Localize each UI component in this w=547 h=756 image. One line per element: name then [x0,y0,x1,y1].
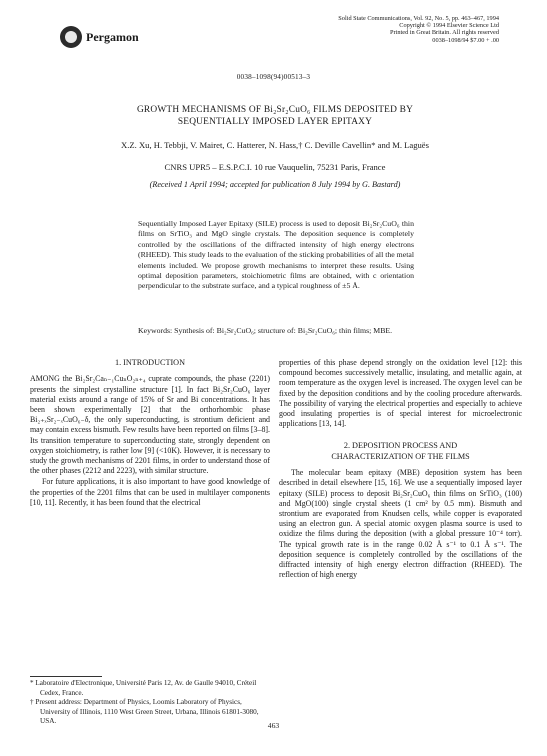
footnotes [30,679,270,727]
page-number: 463 [267,721,280,730]
article-code: 0038–1098(94)00513–3 [236,73,311,81]
footnote-rule [30,676,102,677]
journal-issn: 0038–1098/94 $7.00 + .00 [432,36,499,44]
received-dates: (Received 1 April 1994; accepted for publication 8 July 1994 by G. Bastard) [149,180,401,189]
keywords: Keywords: Synthesis of: Bi₂Sr₂CuO₆; structure of: Bi₂Sr₂CuO₆; thin films; MBE. [138,326,393,335]
author-list: X.Z. Xu, H. Tebbji, V. Mairet, C. Hatterer, N. Hass,† C. Deville Cavellin* and M. Laguës [121,140,429,150]
intro-paragraph-1: AMONG the Bi₂Sr₂Caₙ₋₁CuₙO₂ₙ₊₄ cuprate compounds, the phase (2201) presents the simplest crystalline structure [1]. In fact Bi₂Sr₂CuO₆ layer material exists around a range of 15% of Sr and Bi concentrations. It has been shown experimentally [2] that the orthorhombic phase Bi₂₊ₓSr₂₋ₓCuO₆₋δ, the only superconducting, is strontium deficient and may contain excess bismuth. Few results have been reported on films [3–8]. Its transition temperature to superconducting state, strongly dependent on oxygen stoichiometry, is rather low [9] (<10K). However, it is necessary to study the growth mechanisms of 2201 films, in order to understand those of the other phases (2212 and 2223), with similar structure. [30,374,270,476]
paper-title-line2: SEQUENTIALLY IMPOSED LAYER EPITAXY [177,117,373,127]
publisher-seal-icon [60,26,82,48]
journal-citation: Solid State Communications, Vol. 92, No. 5, pp. 463–467, 1994 [338,15,499,22]
paper-title [60,104,490,128]
right-column [279,358,522,580]
left-column [30,358,270,508]
journal-info [289,15,499,44]
footnote-2: † Present address: Department of Physics, Loomis Laboratory of Physics, University of Illinois, 1110 West Green Street, Urbana, Illinois 61801-3080, USA. [30,698,259,725]
affiliation: CNRS UPR5 – E.S.P.C.I. 10 rue Vauquelin, 75231 Paris, France [164,162,386,172]
abstract: Sequentially Imposed Layer Epitaxy (SILE) process is used to deposit Bi₂Sr₂CuO₆ thin films on SrTiO₃ and MgO single crystals. The deposition sequence is completely controlled by the oscillations of the diffracted intensity of high energy electrons (RHEED). This study leads to the evaluation of the sticking probabilities of all the metal elements included. We propose growth mechanisms to interpret these results. Using optimal deposition parameters, stoichiometric films are obtained, with c orientation perpendicular to the substrate surface, and a typical roughness of ±5 Å. [138,219,414,291]
journal-printed: Printed in Great Britain. All rights reserved [390,29,499,37]
section-heading-deposition [279,441,522,462]
properties-paragraph: properties of this phase depend strongly on the oxidation level [12]: this compound becomes successively metallic, insulating, and metallic again, at room temperature as the oxygen level is increased. The oxygen level can be fixed by the deposition conditions and by the cooling procedure afterwards. The possibility of varying the electrical properties and especially to achieve good insulating properties is of special interest for microelectronic applications [13, 14]. [279,358,522,429]
journal-copyright: Copyright © 1994 Elsevier Science Ltd [399,22,499,30]
deposition-paragraph-1: The molecular beam epitaxy (MBE) deposition system has been described in detail elsewhere [15, 16]. We use a sequentially imposed layer epitaxy (SILE) process to deposit Bi₂Sr₂CuO₆ thin films on SrTiO₃ (100) and MgO(100) single crystal sheets (1 cm² by 0.5 mm). Bismuth and strontium are evaporated from Knudsen cells, while copper is evaporated using an electron gun. A special atomic oxygen plasma source is used to oxidize the films during the deposition (with a global pressure 10⁻⁴ torr). The typical growth rate is in the range 0.02 Å s⁻¹ to 0.1 Å s⁻¹. The deposition sequence is completely controlled by the oscillations of the diffracted intensity of high energy electron diffraction (RHEED). The reflection of high energy [279,468,522,580]
section-heading-introduction: 1. INTRODUCTION [114,358,186,367]
section-heading-line1: 2. DEPOSITION PROCESS AND [343,441,458,451]
paper-title-line1: GROWTH MECHANISMS OF Bi₂Sr₂CuO₆ FILMS DEPOSITED BY [136,105,414,115]
section-heading-line2: CHARACTERIZATION OF THE FILMS [331,451,470,461]
intro-paragraph-2: For future applications, it is also important to have good knowledge of the properties of the 2201 films that can be used in multilayer components [10, 11]. Recently, it has been found that the electrical [30,477,270,507]
publisher-name: Pergamon [86,30,139,44]
footnote-1: * Laboratoire d'Electronique, Université Paris 12, Av. de Gaulle 94010, Créteil Cedex, France. [30,679,257,697]
publisher-logo [60,26,150,52]
